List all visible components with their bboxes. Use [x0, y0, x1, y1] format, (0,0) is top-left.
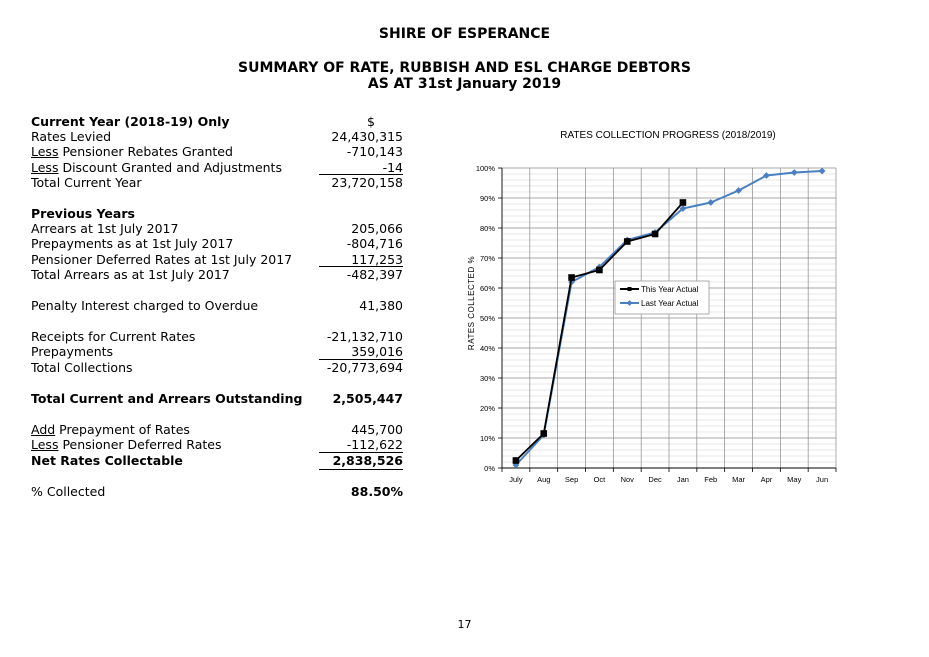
total-current-year-label: Total Current Year	[31, 175, 142, 190]
net-collectable-label: Net Rates Collectable	[31, 453, 183, 468]
currency-symbol: $	[367, 114, 375, 129]
pensioner-rebates-text: Pensioner Rebates Granted	[58, 144, 233, 159]
data-point-this-year-actual	[680, 199, 687, 206]
total-arrears-row	[31, 267, 411, 283]
y-tick-label: 30%	[479, 374, 495, 383]
total-outstanding-label: Total Current and Arrears Outstanding	[31, 391, 303, 406]
x-tick-label: Jun	[816, 475, 829, 484]
y-tick-label: 70%	[479, 254, 495, 263]
report-title: SHIRE OF ESPERANCE	[378, 26, 551, 42]
legend-label-this-year: This Year Actual	[641, 285, 699, 294]
x-tick-label: Aug	[537, 475, 551, 484]
percent-collected-row	[31, 484, 411, 500]
total-arrears-value: -482,397	[346, 267, 403, 282]
total-collections-value: -20,773,694	[326, 360, 403, 375]
prepayments-july-value: -804,716	[346, 236, 403, 251]
y-tick-label: 10%	[479, 434, 495, 443]
pensioner-rebates-row	[31, 144, 411, 160]
pensioner-rebates-value: -710,143	[346, 144, 403, 159]
data-point-this-year-actual	[624, 238, 631, 245]
discount-text: Discount Granted and Adjustments	[58, 160, 282, 175]
arrears-value: 205,066	[351, 221, 403, 236]
receipts-label: Receipts for Current Rates	[31, 329, 196, 344]
less-deferred-value: -112,622	[346, 437, 403, 452]
current-year-heading-row	[31, 114, 411, 130]
receipts-value: -21,132,710	[326, 329, 403, 344]
total-collections-label: Total Collections	[31, 360, 133, 375]
report-subtitle	[0, 60, 929, 92]
x-tick-label: Jan	[676, 475, 689, 484]
current-year-heading: Current Year (2018-19) Only	[31, 114, 230, 129]
x-tick-label: May	[787, 475, 802, 484]
net-collectable-value: 2,838,526	[332, 453, 403, 468]
previous-years-heading-row	[31, 206, 411, 222]
y-tick-label: 90%	[479, 194, 495, 203]
less-prefix: Less	[31, 437, 59, 452]
penalty-interest-value: 41,380	[359, 298, 403, 313]
prepayments-value: 359,016	[351, 344, 403, 359]
y-tick-label: 80%	[479, 224, 495, 233]
penalty-interest-row	[31, 298, 411, 314]
add-prefix: Add	[31, 422, 56, 437]
data-point-this-year-actual	[596, 267, 603, 274]
add-prepayment-row	[31, 422, 411, 438]
less-deferred-text: Pensioner Deferred Rates	[58, 437, 222, 452]
rates-collection-chart	[440, 120, 870, 500]
total-current-year-row	[31, 175, 411, 191]
data-point-last-year-actual	[819, 168, 826, 175]
total-arrears-label: Total Arrears as at 1st July 2017	[31, 267, 230, 282]
penalty-interest-label: Penalty Interest charged to Overdue	[31, 298, 259, 313]
x-tick-label: Mar	[732, 475, 746, 484]
discount-label	[31, 160, 282, 176]
receipts-row	[31, 329, 411, 345]
x-tick-label: Dec	[648, 475, 662, 484]
y-tick-label: 40%	[479, 344, 495, 353]
less-deferred-label	[31, 437, 221, 453]
discount-value: -14	[382, 160, 403, 175]
pensioner-rebates-label	[31, 144, 233, 160]
arrears-label: Arrears at 1st July 2017	[31, 221, 179, 236]
data-point-this-year-actual	[652, 231, 659, 238]
page-number: 17	[457, 618, 472, 631]
y-tick-label: 20%	[479, 404, 495, 413]
percent-collected-value: 88.50%	[350, 484, 403, 499]
rates-levied-row	[31, 129, 411, 145]
total-current-year-value: 23,720,158	[331, 175, 403, 190]
y-axis-label: RATES COLLECTED %	[467, 255, 476, 351]
x-tick-label: Apr	[760, 475, 773, 484]
data-point-this-year-actual	[540, 430, 547, 437]
less-deferred-row	[31, 437, 411, 453]
legend-label-last-year: Last Year Actual	[641, 299, 699, 308]
subtitle-line-2: AS AT 31st January 2019	[367, 76, 562, 92]
y-tick-label: 60%	[479, 284, 495, 293]
total-outstanding-row	[31, 391, 411, 407]
data-point-this-year-actual	[568, 274, 575, 281]
pensioner-deferred-july-value: 117,253	[351, 252, 403, 267]
x-tick-label: Oct	[593, 475, 606, 484]
x-tick-label: Feb	[704, 475, 718, 484]
y-tick-label: 0%	[484, 464, 495, 473]
net-collectable-row	[31, 453, 411, 469]
legend-marker-this-year	[628, 287, 632, 291]
total-rule	[319, 469, 403, 470]
y-tick-label: 100%	[475, 164, 495, 173]
total-outstanding-value: 2,505,447	[332, 391, 403, 406]
rates-levied-label: Rates Levied	[31, 129, 112, 144]
prepayments-label: Prepayments	[31, 344, 114, 359]
x-tick-label: July	[509, 475, 523, 484]
data-point-last-year-actual	[791, 169, 798, 176]
series-line-this-year-actual	[516, 203, 683, 461]
subtitle-line-1: SUMMARY OF RATE, RUBBISH AND ESL CHARGE DEBTORS	[238, 60, 691, 76]
previous-years-heading: Previous Years	[31, 206, 135, 221]
data-point-last-year-actual	[707, 199, 714, 206]
x-tick-label: Sep	[564, 475, 579, 484]
arrears-row	[31, 221, 411, 237]
chart-legend	[615, 281, 709, 314]
percent-collected-label: % Collected	[31, 484, 106, 499]
prepayments-row	[31, 344, 411, 360]
pensioner-deferred-july-label: Pensioner Deferred Rates at 1st July 2017	[31, 252, 293, 267]
add-prepayment-text: Prepayment of Rates	[55, 422, 190, 437]
less-prefix: Less	[31, 160, 59, 175]
less-prefix: Less	[31, 144, 59, 159]
chart-grid	[502, 168, 836, 468]
x-tick-label: Nov	[620, 475, 634, 484]
data-point-this-year-actual	[513, 457, 520, 464]
add-prepayment-value: 445,700	[351, 422, 403, 437]
chart-title: RATES COLLECTION PROGRESS (2018/2019)	[560, 130, 776, 141]
prepayments-july-row	[31, 236, 411, 252]
total-collections-row	[31, 360, 411, 376]
prepayments-july-label: Prepayments as at 1st July 2017	[31, 236, 234, 251]
y-tick-label: 50%	[479, 314, 495, 323]
rates-levied-value: 24,430,315	[331, 129, 403, 144]
add-prepayment-label	[31, 422, 190, 438]
